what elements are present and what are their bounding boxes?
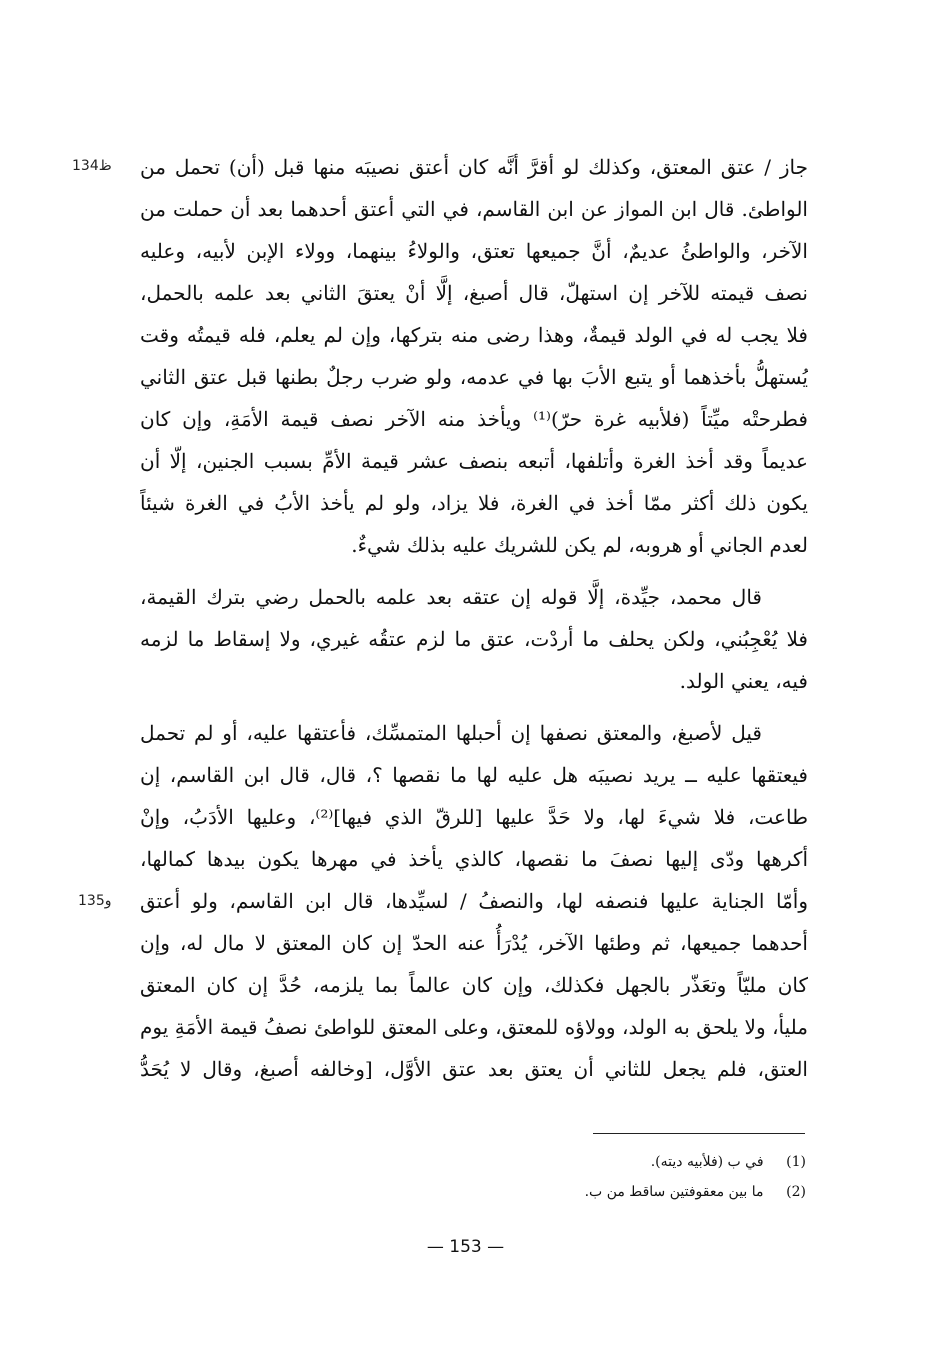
text-line: وأمّا الجناية عليها فنصفه لها، والنصفُ / لسيِّدها، قال ابن القاسم، ولو أعتق — [140, 889, 808, 913]
text-line: فيعتقها عليه ــ يريد نصيبَه هل عليه لها ما نقصها ؟، قال، قال ابن القاسم، إن — [140, 763, 808, 787]
text-line: لعدم الجاني أو هروبه، لم يكن للشريك عليه بذلك شيءٌ. — [351, 533, 808, 557]
footnote-number: (2) — [786, 1184, 806, 1200]
text-line: عديماً وقد أخذ الغرة وأتلفها، أتبعه بنصف عشر قيمة الأمِّ بسبب الجنين، إلّا أن — [140, 449, 808, 473]
text-line: فلا يُعْجِبُني، ولكن يحلف ما أردْت، عتق ما لزم عتقُه غيري، ولا إسقاط ما لزمه — [140, 627, 808, 651]
text-line: أكرهها ودّى إليها نصفَ ما نقصها، كالذي يأخذ في مهرها يكون بيدها كمالها، — [140, 847, 808, 871]
text-line: أحدهما جميعها، ثم وطئها الآخر، يُدْرَأُ عنه الحدّ إن كان المعتق لا مال له، وإن — [140, 931, 808, 955]
text-line: فيه، يعني الولد. — [679, 669, 808, 693]
text-line: جاز / عتق المعتق، وكذلك لو أقرَّ أنَّه كان أعتق نصيبَه منها قبل (أن) تحمل من — [140, 155, 808, 179]
text-line: طاعت، فلا شيءَ لها، ولا حَدَّ عليها [للرقّ الذي فيها]⁽²⁾، وعليها الأدَبُ، وإنْ — [140, 805, 808, 829]
margin-folio-note: 134ظ — [72, 158, 112, 174]
footnote — [440, 1177, 806, 1207]
footnote-text: ما بين معقوفتين ساقط من ب. — [584, 1184, 764, 1200]
text-line: يُستهلُّ بأخذهما أو يتبع الأبَ بها في عدمه، ولو ضرب رجلٌ بطنها قبل عتق الثاني — [140, 365, 808, 389]
text-line: فطرحتْه ميِّتاً (فلأبيه غرة حرّ)⁽¹⁾ ويأخذ منه الآخر نصف قيمة الأمَةِ، وإن كان — [140, 407, 808, 431]
footnote-text: في ب (فلأبيه ديته). — [650, 1154, 764, 1170]
footnote — [440, 1147, 806, 1177]
text-line: الآخر، والواطئُ عديمٌ، أنَّ جميعها تعتق، والولاءُ بينهما، وولاء الإبن لأبيه، وعليه — [140, 239, 808, 263]
text-line: الواطئ. قال ابن المواز عن ابن القاسم، في التي أعتق أحدهما بعد أن حملت من — [140, 197, 808, 221]
text-line: نصف قيمته للآخر إن استهلّ، قال أصبغ، إلَّا أنْ يعتقَ الثاني بعد علمه بالحمل، — [140, 281, 808, 305]
text-line: العتق، فلم يجعل للثاني أن يعتق بعد عتق الأوَّل، [وخالفه أصبغ، وقال لا يُحَدُّ — [140, 1057, 808, 1081]
text-line: قيل لأصبغ، والمعتق نصفها إن أحبلها المتمسِّك، فأعتقها عليه، أو لم تحمل — [140, 721, 762, 745]
page-number: — 153 — — [426, 1237, 505, 1257]
paragraph-1 — [140, 146, 808, 566]
footnote-divider — [593, 1133, 805, 1134]
paragraph-3 — [140, 712, 808, 1090]
text-line: فلا يجب له في الولد قيمةٌ، وهذا رضى منه بتركها، وإن لم يعلم، فله قيمتُه وقت — [140, 323, 808, 347]
margin-folio-note: 135و — [78, 893, 112, 909]
text-line: قال محمد، جيِّدة، إلَّا قوله إن عتقه بعد علمه بالحمل رضي بترك القيمة، — [140, 585, 762, 609]
paragraph-2 — [140, 576, 808, 702]
footnote-number: (1) — [786, 1154, 806, 1170]
text-line: يكون ذلك أكثر ممّا أخذ في الغرة، فلا يزاد، ولو لم يأخذ الأبُ في الغرة شيئاً — [140, 491, 808, 515]
text-line: كان مليّاً وتعَذّر بالجهل فكذلك، وإن كان عالماً بما يلزمه، حُدَّ إن كان المعتق — [140, 973, 808, 997]
footnotes — [440, 1147, 806, 1207]
text-line: مليأ، ولا يلحق به الولد، وولاؤه للمعتق، وعلى المعتق للواطئ نصفُ قيمة الأمَةِ يوم — [140, 1015, 808, 1039]
